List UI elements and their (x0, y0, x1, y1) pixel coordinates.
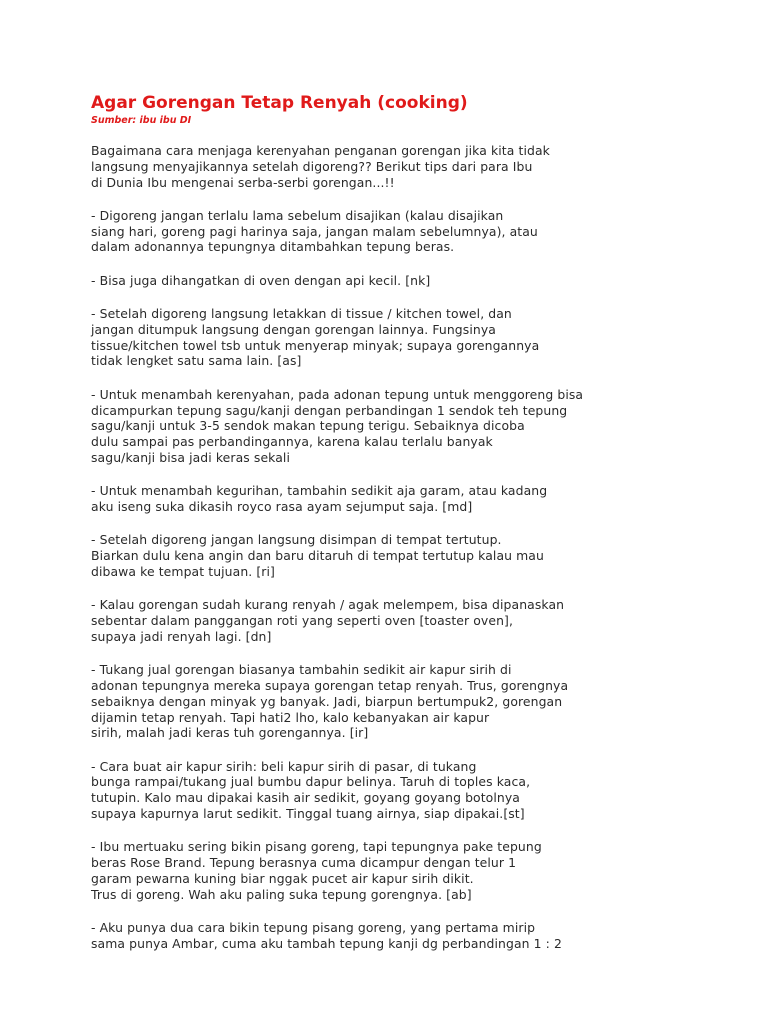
paragraph-tip (91, 662, 751, 741)
text-line: garam pewarna kuning biar nggak pucet air kapur sirih dikit. (91, 870, 474, 886)
document-page (91, 92, 751, 969)
paragraph-tip (91, 920, 751, 952)
text-line: - Digoreng jangan terlalu lama sebelum disajikan (kalau disajikan (91, 207, 504, 223)
text-line: supaya jadi renyah lagi. [dn] (91, 628, 272, 644)
text-line: Bagaimana cara menjaga kerenyahan penganan gorengan jika kita tidak (91, 143, 550, 158)
paragraph-tip (91, 759, 751, 822)
text-line: - Cara buat air kapur sirih: beli kapur sirih di pasar, di tukang (91, 758, 477, 774)
text-line: dicampurkan tepung sagu/kanji dengan perbandingan 1 sendok teh tepung (91, 402, 568, 418)
paragraph-tip (91, 306, 751, 369)
text-line: - Ibu mertuaku sering bikin pisang goreng, tapi tepungnya pake tepung (91, 839, 542, 855)
text-line: - Setelah digoreng jangan langsung disimpan di tempat tertutup. (91, 532, 502, 548)
text-line: langsung menyajikannya setelah digoreng?? Berikut tips dari para Ibu (91, 158, 533, 174)
paragraph-tip (91, 387, 751, 466)
paragraph-tip (91, 483, 751, 515)
text-line: beras Rose Brand. Tepung berasnya cuma dicampur dengan telur 1 (91, 855, 517, 871)
text-line: siang hari, goreng pagi harinya saja, jangan malam sebelumnya), atau (91, 223, 538, 239)
text-line: tissue/kitchen towel tsb untuk menyerap minyak; supaya gorengannya (91, 337, 540, 353)
text-line: sagu/kanji untuk 3-5 sendok makan tepung terigu. Sebaiknya dicoba (91, 418, 525, 434)
text-line: - Setelah digoreng langsung letakkan di tissue / kitchen towel, dan (91, 306, 512, 322)
paragraph-intro (91, 143, 751, 190)
paragraph-tip (91, 532, 751, 579)
text-line: - Untuk menambah kerenyahan, pada adonan tepung untuk menggoreng bisa (91, 386, 584, 402)
text-line: supaya kapurnya larut sedikit. Tinggal tuang airnya, siap dipakai.[st] (91, 806, 525, 821)
paragraph-tip (91, 273, 751, 289)
text-line: di Dunia Ibu mengenai serba-serbi gorengan...!! (91, 174, 395, 190)
paragraph-tip (91, 839, 751, 902)
text-line: sebentar dalam panggangan roti yang seperti oven [toaster oven], (91, 613, 513, 629)
text-line: - Kalau gorengan sudah kurang renyah / agak melempem, bisa dipanaskan (91, 597, 565, 613)
text-line: dalam adonannya tepungnya ditambahkan tepung beras. (91, 239, 455, 255)
text-line: sagu/kanji bisa jadi keras sekali (91, 449, 290, 465)
text-line: sama punya Ambar, cuma aku tambah tepung kanji dg perbandingan 1 : 2 (91, 935, 562, 951)
text-line: Trus di goreng. Wah aku paling suka tepung gorengnya. [ab] (91, 886, 472, 902)
article-title: Agar Gorengan Tetap Renyah (cooking) (91, 93, 468, 113)
text-line: tutupin. Kalo mau dipakai kasih air sedikit, goyang goyang botolnya (91, 790, 520, 806)
text-line: - Bisa juga dihangatkan di oven dengan api kecil. [nk] (91, 272, 431, 288)
text-line: aku iseng suka dikasih royco rasa ayam sejumput saja. [md] (91, 499, 473, 515)
text-line: dulu sampai pas perbandingannya, karena kalau terlalu banyak (91, 434, 493, 450)
paragraph-tip (91, 208, 751, 255)
text-line: bunga rampai/tukang jual bumbu dapur belinya. Taruh di toples kaca, (91, 774, 531, 790)
text-line: Biarkan dulu kena angin dan baru ditaruh di tempat tertutup kalau mau (91, 548, 544, 564)
text-line: jangan ditumpuk langsung dengan gorengan lainnya. Fungsinya (91, 321, 496, 337)
text-line: adonan tepungnya mereka supaya gorengan tetap renyah. Trus, gorengnya (91, 677, 569, 693)
paragraph-tip (91, 597, 751, 644)
text-line: - Tukang jual gorengan biasanya tambahin sedikit air kapur sirih di (91, 662, 512, 678)
text-line: - Untuk menambah kegurihan, tambahin sedikit aja garam, atau kadang (91, 483, 548, 499)
text-line: sebaiknya dengan minyak yg banyak. Jadi, biarpun bertumpuk2, gorengan (91, 693, 563, 709)
text-line: - Aku punya dua cara bikin tepung pisang goreng, yang pertama mirip (91, 919, 536, 935)
text-line: dijamin tetap renyah. Tapi hati2 lho, kalo kebanyakan air kapur (91, 709, 490, 725)
article-source: Sumber: ibu ibu DI (91, 115, 192, 126)
text-line: tidak lengket satu sama lain. [as] (91, 353, 302, 369)
text-line: sirih, malah jadi keras tuh gorengannya. [ir] (91, 725, 369, 741)
article-body (91, 143, 751, 952)
text-line: dibawa ke tempat tujuan. [ri] (91, 563, 275, 579)
